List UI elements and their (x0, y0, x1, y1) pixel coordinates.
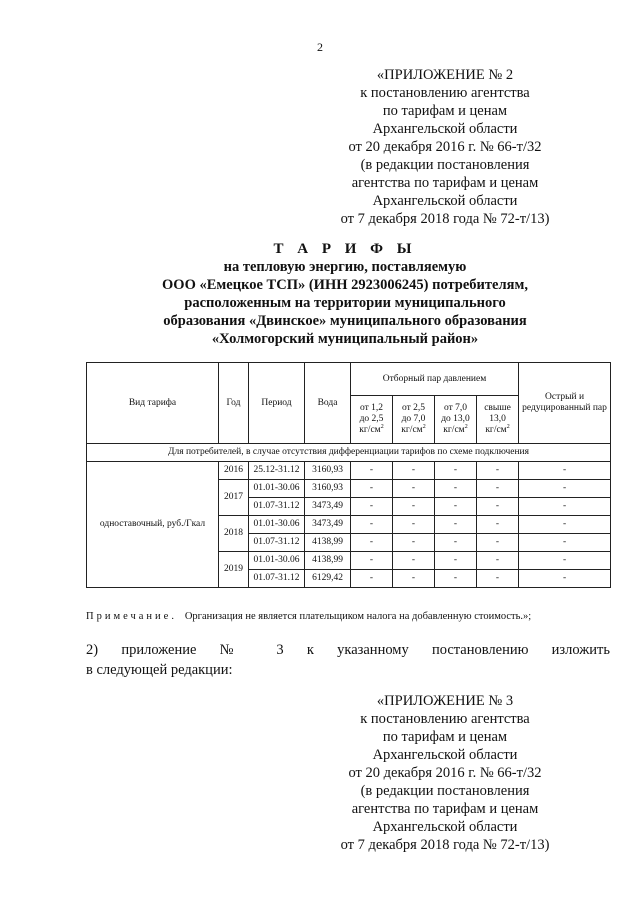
appendix-line: от 20 декабря 2016 г. № 66-т/32 (348, 139, 542, 155)
period-cell: 25.12-31.12 (249, 462, 305, 480)
steam-cell: - (393, 498, 435, 516)
appendix-line: Архангельской области (372, 193, 518, 209)
title-line: расположенным на территории муниципального (184, 295, 506, 311)
steam-cell: - (351, 552, 393, 570)
steam-cell: - (393, 480, 435, 498)
appendix-line: от 7 декабря 2018 года № 72-т/13) (340, 837, 550, 853)
steam-cell: - (393, 462, 435, 480)
steam-cell: - (393, 534, 435, 552)
title-line: образования «Двинское» муниципального образования (163, 313, 527, 329)
appendix-line: (в редакции постановления (360, 783, 530, 799)
sharp-cell: - (519, 516, 611, 534)
steam-cell: - (435, 516, 477, 534)
steam-cell: - (477, 552, 519, 570)
sharp-cell: - (519, 552, 611, 570)
tariff-table (86, 362, 611, 588)
steam-cell: - (393, 516, 435, 534)
sharp-cell: - (519, 498, 611, 516)
header-steam-1 (351, 396, 393, 444)
steam-cell: - (435, 462, 477, 480)
steam-cell: - (393, 570, 435, 588)
appendix-line: Архангельской области (372, 819, 518, 835)
steam-range-from: свыше (484, 403, 511, 414)
note-text: Организация не является плательщиком налога на добавленную стоимость.»; (184, 611, 532, 622)
period-cell: 01.07-31.12 (249, 570, 305, 588)
header-sharp-steam: Острый и редуцированный пар (519, 363, 611, 444)
steam-cell: - (477, 462, 519, 480)
title-main: Т А Р И Ф Ы (273, 241, 417, 257)
appendix-line: агентства по тарифам и ценам (351, 801, 539, 817)
water-cell: 6129,42 (305, 570, 351, 588)
water-cell: 3160,93 (305, 462, 351, 480)
page-number: 2 (317, 40, 323, 54)
water-cell: 3473,49 (305, 498, 351, 516)
tariff-title (90, 240, 600, 348)
steam-cell: - (477, 498, 519, 516)
steam-cell: - (435, 534, 477, 552)
appendix-line: к постановлению агентства (360, 85, 530, 101)
year-cell: 2019 (219, 552, 249, 588)
sharp-cell: - (519, 570, 611, 588)
appendix-line: агентства по тарифам и ценам (351, 175, 539, 191)
note (86, 611, 626, 622)
steam-cell: - (477, 570, 519, 588)
steam-cell: - (351, 516, 393, 534)
steam-cell: - (435, 498, 477, 516)
appendix-line: «ПРИЛОЖЕНИЕ № 2 (376, 67, 514, 83)
steam-unit: $кг/см^2$ (401, 424, 426, 436)
header-water: Вода (305, 363, 351, 444)
title-line: на тепловую энергию, поставляемую (223, 259, 467, 275)
steam-cell: - (351, 498, 393, 516)
section-label: Для потребителей, в случае отсутствия дифференциации тарифов по схеме подключения (87, 444, 611, 462)
appendix-line: (в редакции постановления (360, 157, 530, 173)
steam-cell: - (435, 552, 477, 570)
steam-cell: - (477, 534, 519, 552)
steam-cell: - (477, 480, 519, 498)
period-cell: 01.01-30.06 (249, 516, 305, 534)
appendix-header-3 (300, 692, 590, 854)
header-steam-group: Отборный пар давлением (351, 363, 519, 396)
steam-cell: - (393, 552, 435, 570)
appendix-line: по тарифам и ценам (382, 103, 508, 119)
appendix-header-2 (300, 66, 590, 228)
sharp-cell: - (519, 534, 611, 552)
steam-cell: - (435, 480, 477, 498)
appendix-line: «ПРИЛОЖЕНИЕ № 3 (376, 693, 514, 709)
steam-range-to: до 2,5 (359, 414, 384, 425)
title-line: ООО «Емецкое ТСП» (ИНН 2923006245) потребителям, (162, 277, 528, 293)
appendix-line: от 7 декабря 2018 года № 72-т/13) (340, 211, 550, 227)
steam-unit: $кг/см^2$ (359, 424, 384, 436)
year-cell: 2017 (219, 480, 249, 516)
appendix-line: Архангельской области (372, 121, 518, 137)
steam-range-to: до 13,0 (441, 414, 470, 425)
sharp-cell: - (519, 462, 611, 480)
period-cell: 01.01-30.06 (249, 552, 305, 570)
year-cell: 2016 (219, 462, 249, 480)
steam-cell: - (351, 534, 393, 552)
steam-range-to: 13,0 (489, 414, 506, 425)
steam-cell: - (435, 570, 477, 588)
paragraph-line-2: в следующей редакции: (86, 662, 233, 678)
header-period: Период (249, 363, 305, 444)
water-cell: 3160,93 (305, 480, 351, 498)
appendix-line: к постановлению агентства (360, 711, 530, 727)
steam-range-from: от 2,5 (401, 403, 426, 414)
steam-range-from: от 7,0 (443, 403, 468, 414)
period-cell: 01.07-31.12 (249, 498, 305, 516)
steam-cell: - (351, 570, 393, 588)
paragraph-line-1: 2) приложение № 3 к указанному постановлению изложить (86, 642, 610, 658)
header-steam-2 (393, 396, 435, 444)
appendix-line: от 20 декабря 2016 г. № 66-т/32 (348, 765, 542, 781)
steam-cell: - (477, 516, 519, 534)
appendix-line: по тарифам и ценам (382, 729, 508, 745)
header-year: Год (219, 363, 249, 444)
header-kind: Вид тарифа (87, 363, 219, 444)
header-steam-3 (435, 396, 477, 444)
title-line: «Холмогорский муниципальный район» (211, 331, 479, 347)
water-cell: 4138,99 (305, 534, 351, 552)
note-label: Примечание. (86, 611, 177, 622)
header-steam-4 (477, 396, 519, 444)
period-cell: 01.01-30.06 (249, 480, 305, 498)
water-cell: 3473,49 (305, 516, 351, 534)
steam-unit: $кг/см^2$ (443, 424, 468, 436)
steam-cell: - (351, 462, 393, 480)
table-row (87, 462, 611, 480)
steam-range-to: до 7,0 (401, 414, 426, 425)
period-cell: 01.07-31.12 (249, 534, 305, 552)
sharp-cell: - (519, 480, 611, 498)
steam-range-from: от 1,2 (359, 403, 384, 414)
appendix-line: Архангельской области (372, 747, 518, 763)
steam-cell: - (351, 480, 393, 498)
water-cell: 4138,99 (305, 552, 351, 570)
steam-unit: $кг/см^2$ (485, 424, 510, 436)
year-cell: 2018 (219, 516, 249, 552)
tariff-kind: одноставочный, руб./Гкал (87, 462, 219, 588)
